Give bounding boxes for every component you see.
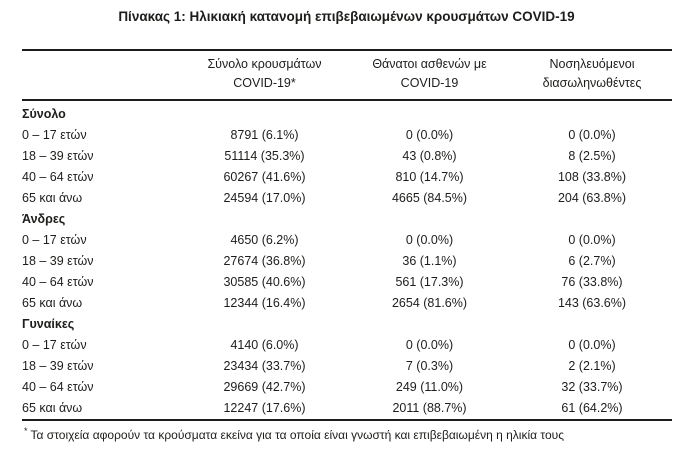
header-cell-deaths <box>347 50 512 100</box>
value-cell: 0 (0.0%) <box>568 338 616 353</box>
age-group-label: 40 – 64 ετών <box>22 275 94 290</box>
value-cell: 108 (33.8%) <box>557 170 627 185</box>
table-title: Πίνακας 1: Ηλικιακή κατανομή επιβεβαιωμένων κρουσμάτων COVID-19 <box>118 9 575 24</box>
table-row <box>22 188 672 209</box>
group-label: Γυναίκες <box>22 317 75 332</box>
value-cell: 810 (14.7%) <box>395 170 464 185</box>
value-cell: 249 (11.0%) <box>395 380 464 395</box>
value-cell: 23434 (33.7%) <box>223 359 306 374</box>
age-group-label: 0 – 17 ετών <box>22 338 87 353</box>
value-cell: 4665 (84.5%) <box>391 191 468 206</box>
value-cell: 6 (2.7%) <box>568 254 616 269</box>
value-cell: 24594 (17.0%) <box>223 191 306 206</box>
value-cell: 43 (0.8%) <box>402 149 457 164</box>
value-cell: 8791 (6.1%) <box>230 128 299 143</box>
value-cell: 2 (2.1%) <box>568 359 616 374</box>
age-group-label: 0 – 17 ετών <box>22 128 87 143</box>
table-row <box>22 293 672 314</box>
table-row <box>22 146 672 167</box>
value-cell: 27674 (36.8%) <box>223 254 306 269</box>
header-total-cases-line2: COVID-19* <box>233 76 296 91</box>
group-header-row <box>22 314 672 335</box>
header-intubated-line1: Νοσηλευόμενοι <box>549 57 635 71</box>
value-cell: 0 (0.0%) <box>405 233 454 248</box>
value-cell: 29669 (42.7%) <box>223 380 306 395</box>
table-row <box>22 125 672 146</box>
footnote-text: Τα στοιχεία αφορούν τα κρούσματα εκείνα για τα οποία είναι γνωστή και επιβεβαιωμένη η ηλικία τους <box>30 427 564 442</box>
table-row <box>22 377 672 398</box>
group-header-row <box>22 100 672 125</box>
age-group-label: 18 – 39 ετών <box>22 149 94 164</box>
value-cell: 32 (33.7%) <box>561 380 623 395</box>
table-row <box>22 230 672 251</box>
age-group-label: 65 και άνω <box>22 296 83 311</box>
table-header <box>22 50 672 100</box>
table-row <box>22 398 672 420</box>
table-body <box>22 100 672 420</box>
header-intubated-line2: διασωληνωθέντες <box>542 76 642 91</box>
value-cell: 51114 (35.3%) <box>224 149 305 164</box>
header-row <box>22 50 672 100</box>
value-cell: 2654 (81.6%) <box>391 296 468 311</box>
value-cell: 4140 (6.0%) <box>230 338 299 353</box>
table-row <box>22 356 672 377</box>
table-row <box>22 167 672 188</box>
value-cell: 8 (2.5%) <box>568 149 616 164</box>
header-deaths-line1: Θάνατοι ασθενών με <box>372 57 487 71</box>
covid-age-table <box>22 49 672 421</box>
value-cell: 36 (1.1%) <box>402 254 457 269</box>
value-cell: 7 (0.3%) <box>405 359 454 374</box>
value-cell: 0 (0.0%) <box>568 128 616 143</box>
value-cell: 60267 (41.6%) <box>223 170 306 185</box>
value-cell: 12344 (16.4%) <box>223 296 306 311</box>
value-cell: 561 (17.3%) <box>395 275 464 290</box>
age-group-label: 18 – 39 ετών <box>22 359 94 374</box>
group-label: Σύνολο <box>22 107 66 122</box>
age-group-label: 65 και άνω <box>22 401 83 416</box>
footnote <box>24 426 693 442</box>
value-cell: 0 (0.0%) <box>568 233 616 248</box>
value-cell: 4650 (6.2%) <box>230 233 299 248</box>
age-group-label: 18 – 39 ετών <box>22 254 94 269</box>
value-cell: 30585 (40.6%) <box>223 275 306 290</box>
header-cell-total-cases <box>182 50 347 100</box>
value-cell: 61 (64.2%) <box>561 401 623 416</box>
age-group-label: 0 – 17 ετών <box>22 233 87 248</box>
table-row <box>22 251 672 272</box>
value-cell: 76 (33.8%) <box>561 275 623 290</box>
age-group-label: 40 – 64 ετών <box>22 170 94 185</box>
header-cell-intubated <box>512 50 672 100</box>
header-deaths-line2: COVID-19 <box>400 76 459 91</box>
value-cell: 12247 (17.6%) <box>223 401 306 416</box>
age-group-label: 65 και άνω <box>22 191 83 206</box>
header-total-cases-line1: Σύνολο κρουσμάτων <box>207 57 322 71</box>
table-row <box>22 272 672 293</box>
value-cell: 0 (0.0%) <box>405 338 454 353</box>
value-cell: 204 (63.8%) <box>557 191 627 206</box>
value-cell: 2011 (88.7%) <box>392 401 467 416</box>
footnote-marker: * <box>24 425 28 436</box>
group-header-row <box>22 209 672 230</box>
value-cell: 143 (63.6%) <box>557 296 627 311</box>
header-cell-empty <box>22 50 182 100</box>
group-label: Άνδρες <box>22 212 66 227</box>
age-group-label: 40 – 64 ετών <box>22 380 94 395</box>
value-cell: 0 (0.0%) <box>405 128 454 143</box>
table-row <box>22 335 672 356</box>
